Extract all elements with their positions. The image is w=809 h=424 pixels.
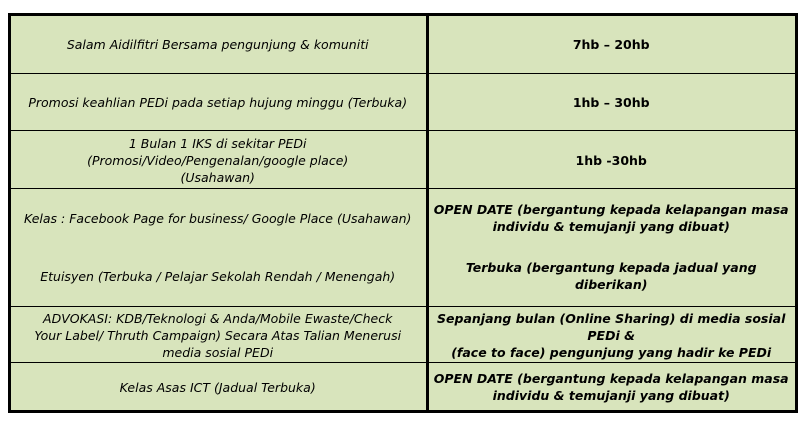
date-line: Terbuka (bergantung kepada jadual yang diberikan): [465, 260, 757, 292]
activity-cell: [11, 189, 424, 247]
date-line: 1hb -30hb: [575, 152, 647, 168]
activity-cell: [11, 74, 424, 131]
activity-line: ADVOKASI: KDB/Teknologi & Anda/Mobile Ewaste/Check: [43, 310, 393, 326]
date-cell: [427, 363, 795, 411]
activity-line: (Promosi/Video/Pengenalan/google place): [87, 152, 349, 168]
date-cell: [427, 189, 795, 247]
activity-cell: [11, 16, 424, 73]
table-row: [11, 73, 795, 131]
table-row: [11, 188, 795, 247]
date-cell: [427, 74, 795, 131]
activity-cell: [11, 363, 424, 411]
date-cell: [427, 131, 795, 189]
date-line: OPEN DATE (bergantung kepada kelapangan masa: [433, 371, 789, 386]
activity-line: (Usahawan): [180, 169, 255, 185]
date-line: OPEN DATE (bergantung kepada kelapangan masa: [433, 202, 789, 217]
date-cell: [427, 246, 795, 306]
date-line: (face to face) pengunjung yang hadir ke PEDi: [451, 344, 772, 360]
table-row: [11, 362, 795, 411]
date-line: 7hb – 20hb: [572, 37, 650, 52]
activity-line: Salam Aidilfitri Bersama pengunjung & komuniti: [66, 37, 369, 52]
activity-line: Promosi keahlian PEDi pada setiap hujung minggu (Terbuka): [28, 95, 408, 110]
activity-cell: [11, 131, 424, 189]
table-row: [11, 130, 795, 189]
activity-line: Your Label/ Thruth Campaign) Secara Atas Talian Menerusi: [34, 327, 402, 343]
table-row: [11, 306, 795, 363]
date-line: individu & temujanji yang dibuat): [492, 219, 730, 234]
date-cell: [427, 307, 795, 363]
schedule-table: [8, 13, 798, 413]
table-row: [11, 246, 795, 306]
activity-cell: [11, 307, 424, 363]
activity-line: 1 Bulan 1 IKS di sekitar PEDi: [128, 135, 307, 151]
date-line: 1hb – 30hb: [572, 95, 650, 110]
date-cell: [427, 16, 795, 73]
activity-line: Kelas Asas ICT (Jadual Terbuka): [119, 379, 316, 395]
table-row: [11, 16, 795, 73]
activity-cell: [11, 246, 424, 306]
date-line: individu & temujanji yang dibuat): [492, 388, 730, 403]
date-line: Sepanjang bulan (Online Sharing) di media sosial PEDi &: [437, 310, 786, 343]
activity-line: Etuisyen (Terbuka / Pelajar Sekolah Rendah / Menengah): [40, 268, 396, 284]
activity-line: Kelas : Facebook Page for business/ Google Place (Usahawan): [23, 210, 412, 226]
activity-line: media sosial PEDi: [162, 344, 274, 360]
